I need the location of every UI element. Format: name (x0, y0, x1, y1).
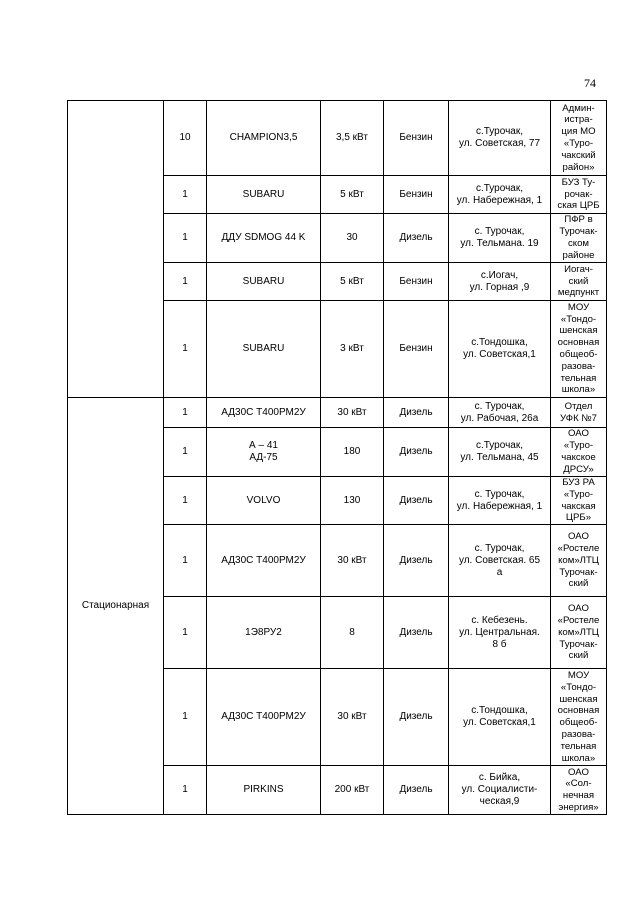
power-cell: 30 кВт (321, 525, 384, 597)
model-cell: CHAMPION3,5 (207, 101, 321, 176)
organization-cell: Иогач- ский медпункт (551, 263, 607, 301)
power-cell: 5 кВт (321, 263, 384, 301)
location-cell: с.Турочак, ул. Тельмана, 45 (449, 428, 551, 477)
location-cell: с. Турочак, ул. Рабочая, 26а (449, 398, 551, 428)
model-cell: SUBARU (207, 176, 321, 214)
model-cell: 1Э8РУ2 (207, 597, 321, 669)
organization-cell: ОАО «Ростеле ком»ЛТЦ Турочак- ский (551, 525, 607, 597)
power-cell: 30 (321, 214, 384, 263)
fuel-cell: Дизель (384, 525, 449, 597)
power-cell: 3 кВт (321, 301, 384, 398)
model-cell: SUBARU (207, 301, 321, 398)
location-cell: с.Тондошка, ул. Советская,1 (449, 669, 551, 766)
qty-cell: 1 (164, 669, 207, 766)
power-cell: 30 кВт (321, 398, 384, 428)
page-number: 74 (584, 76, 596, 90)
organization-cell: МОУ «Тондо- шенская основная общеоб- разова- тельная школа» (551, 669, 607, 766)
organization-cell: ОАО «Ростеле ком»ЛТЦ Турочак- ский (551, 597, 607, 669)
qty-cell: 1 (164, 428, 207, 477)
fuel-cell: Бензин (384, 176, 449, 214)
qty-cell: 1 (164, 477, 207, 525)
group-cell-1 (68, 101, 164, 398)
location-cell: с.Тондошка, ул. Советская,1 (449, 301, 551, 398)
location-cell: с. Кебезень. ул. Центральная. 8 б (449, 597, 551, 669)
power-cell: 130 (321, 477, 384, 525)
power-cell: 5 кВт (321, 176, 384, 214)
fuel-cell: Дизель (384, 597, 449, 669)
organization-cell: БУЗ Ту- рочак- ская ЦРБ (551, 176, 607, 214)
model-cell: АД30С Т400РМ2У (207, 525, 321, 597)
fuel-cell: Дизель (384, 669, 449, 766)
organization-cell: ОАО «Сол- нечная энергия» (551, 766, 607, 815)
table-row (68, 101, 607, 176)
model-cell: VOLVO (207, 477, 321, 525)
fuel-cell: Дизель (384, 477, 449, 525)
model-cell: А – 41 АД-75 (207, 428, 321, 477)
qty-cell: 1 (164, 263, 207, 301)
power-cell: 30 кВт (321, 669, 384, 766)
qty-cell: 1 (164, 214, 207, 263)
group-cell-stationary: Стационарная (68, 398, 164, 815)
organization-cell: ПФР в Турочак- ском районе (551, 214, 607, 263)
model-cell: SUBARU (207, 263, 321, 301)
qty-cell: 1 (164, 301, 207, 398)
power-cell: 180 (321, 428, 384, 477)
fuel-cell: Бензин (384, 101, 449, 176)
table-row (68, 398, 607, 428)
qty-cell: 1 (164, 525, 207, 597)
qty-cell: 1 (164, 597, 207, 669)
fuel-cell: Дизель (384, 766, 449, 815)
power-cell: 8 (321, 597, 384, 669)
power-cell: 3,5 кВт (321, 101, 384, 176)
location-cell: с.Иогач, ул. Горная ,9 (449, 263, 551, 301)
organization-cell: МОУ «Тондо- шенская основная общеоб- разова- тельная школа» (551, 301, 607, 398)
model-cell: ДДУ SDMOG 44 K (207, 214, 321, 263)
location-cell: с. Турочак, ул. Тельмана. 19 (449, 214, 551, 263)
power-cell: 200 кВт (321, 766, 384, 815)
qty-cell: 10 (164, 101, 207, 176)
model-cell: PIRKINS (207, 766, 321, 815)
fuel-cell: Дизель (384, 398, 449, 428)
fuel-cell: Дизель (384, 428, 449, 477)
location-cell: с.Турочак, ул. Набережная, 1 (449, 176, 551, 214)
qty-cell: 1 (164, 766, 207, 815)
model-cell: АД30С Т400РМ2У (207, 669, 321, 766)
organization-cell: Отдел УФК №7 (551, 398, 607, 428)
qty-cell: 1 (164, 398, 207, 428)
qty-cell: 1 (164, 176, 207, 214)
organization-cell: БУЗ РА «Туро- чакская ЦРБ» (551, 477, 607, 525)
organization-cell: ОАО «Туро- чакское ДРСУ» (551, 428, 607, 477)
generator-table (67, 100, 607, 815)
model-cell: АД30С Т400РМ2У (207, 398, 321, 428)
location-cell: с. Турочак, ул. Советская. 65 а (449, 525, 551, 597)
location-cell: с. Турочак, ул. Набережная, 1 (449, 477, 551, 525)
location-cell: с. Бийка, ул. Социалисти- ческая,9 (449, 766, 551, 815)
fuel-cell: Бензин (384, 263, 449, 301)
location-cell: с.Турочак, ул. Советская, 77 (449, 101, 551, 176)
fuel-cell: Дизель (384, 214, 449, 263)
fuel-cell: Бензин (384, 301, 449, 398)
organization-cell: Админ- истра- ция МО «Туро- чакский район» (551, 101, 607, 176)
